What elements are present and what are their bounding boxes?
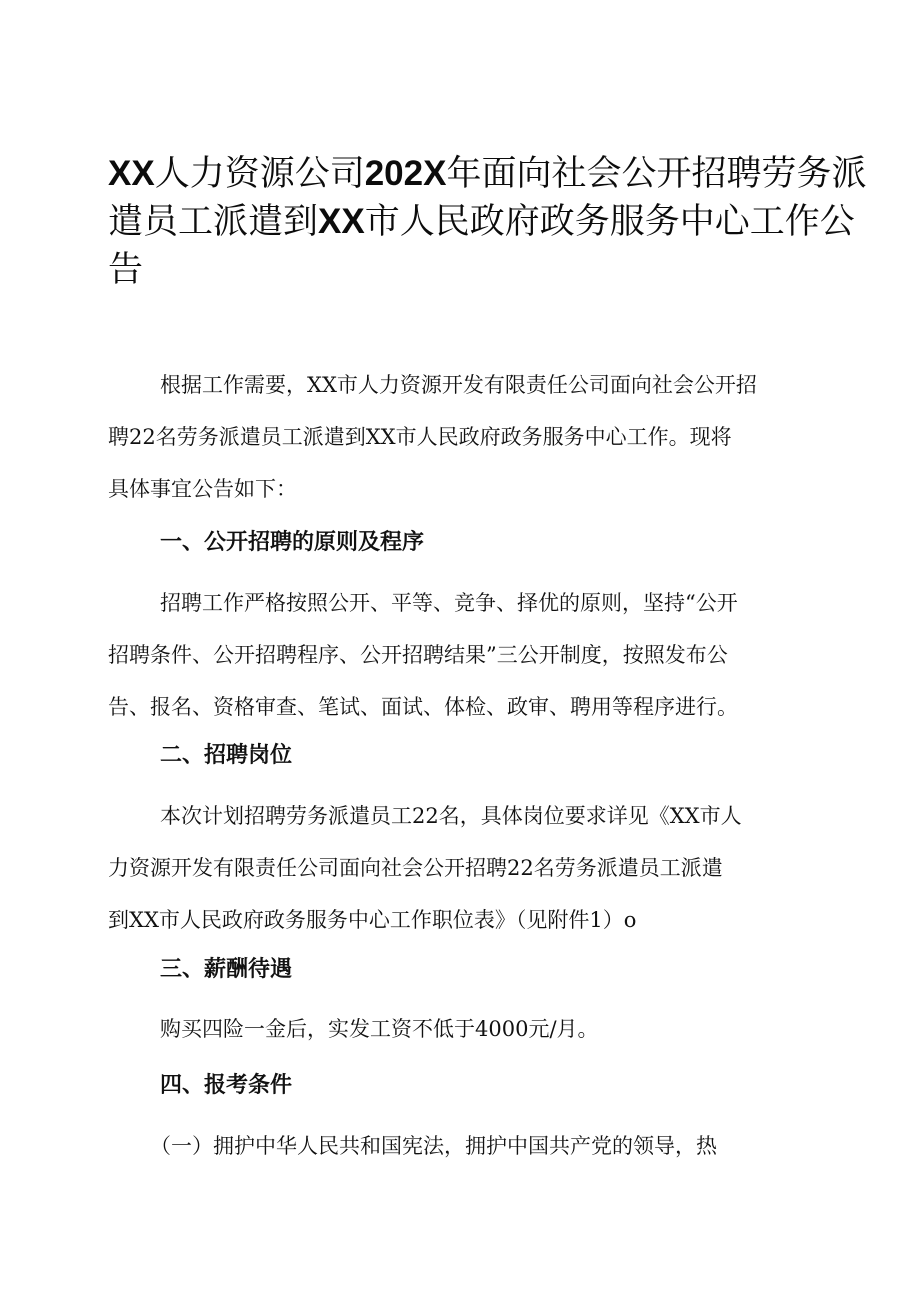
announcement-title: [108, 150, 867, 294]
paragraph-line: 招聘工作严格按照公开、平等、竞争、择优的原则，坚持“公开: [160, 591, 738, 615]
paragraph-line: 具体事宜公告如下：: [108, 477, 297, 501]
salary-paragraph: [108, 1003, 818, 1055]
positions-paragraph: [108, 790, 818, 946]
title-fragment: 年面向社会公开招聘劳务派: [446, 154, 867, 194]
title-fragment: 人力资源公司: [154, 154, 365, 194]
title-line-3: [108, 246, 816, 294]
paragraph-line: 购买四险一金后，实发工资不低于4000元/月。: [160, 1017, 599, 1041]
paragraph-line: 力资源开发有限责任公司面向社会公开招聘22名劳务派遣员工派遣: [108, 856, 723, 880]
paragraph-line: 招聘条件、公开招聘程序、公开招聘结果”三公开制度，按照发布公: [108, 643, 728, 667]
paragraph-line: 本次计划招聘劳务派遣员工22名，具体岗位要求详见《XX市人: [160, 804, 742, 828]
section-heading-positions: 二、招聘岗位: [160, 743, 293, 768]
requirements-paragraph: [108, 1120, 818, 1172]
intro-paragraph: [108, 359, 818, 515]
paragraph-line: 告、报名、资格审查、笔试、面试、体检、政审、聘用等程序进行。: [108, 695, 738, 719]
title-fragment: 告: [108, 250, 144, 290]
paragraph-line: 到XX市人民政府政务服务中心工作职位表》（见附件1）o: [108, 908, 637, 932]
paragraph-line: 聘22名劳务派遣员工派遣到XX市人民政府政务服务中心工作。现将: [108, 425, 732, 449]
title-fragment: 市人民政府政务服务中心工作公: [364, 202, 855, 242]
title-fragment: XX: [318, 202, 365, 241]
paragraph-line: 根据工作需要，XX市人力资源开发有限责任公司面向社会公开招: [160, 373, 757, 397]
title-fragment: 遣员工派遣到: [108, 202, 319, 242]
section-heading-principles: 一、公开招聘的原则及程序: [160, 530, 425, 555]
section-heading-requirements: 四、报考条件: [160, 1073, 293, 1098]
title-line-2: [108, 198, 855, 246]
principles-paragraph: [108, 577, 818, 733]
section-heading-salary: 三、薪酬待遇: [160, 957, 293, 982]
paragraph-line: （一）拥护中华人民共和国宪法，拥护中国共产党的领导，热: [150, 1134, 717, 1158]
title-fragment: XX: [108, 154, 155, 193]
title-line-1: [108, 150, 867, 198]
title-fragment: 202X: [364, 154, 447, 193]
